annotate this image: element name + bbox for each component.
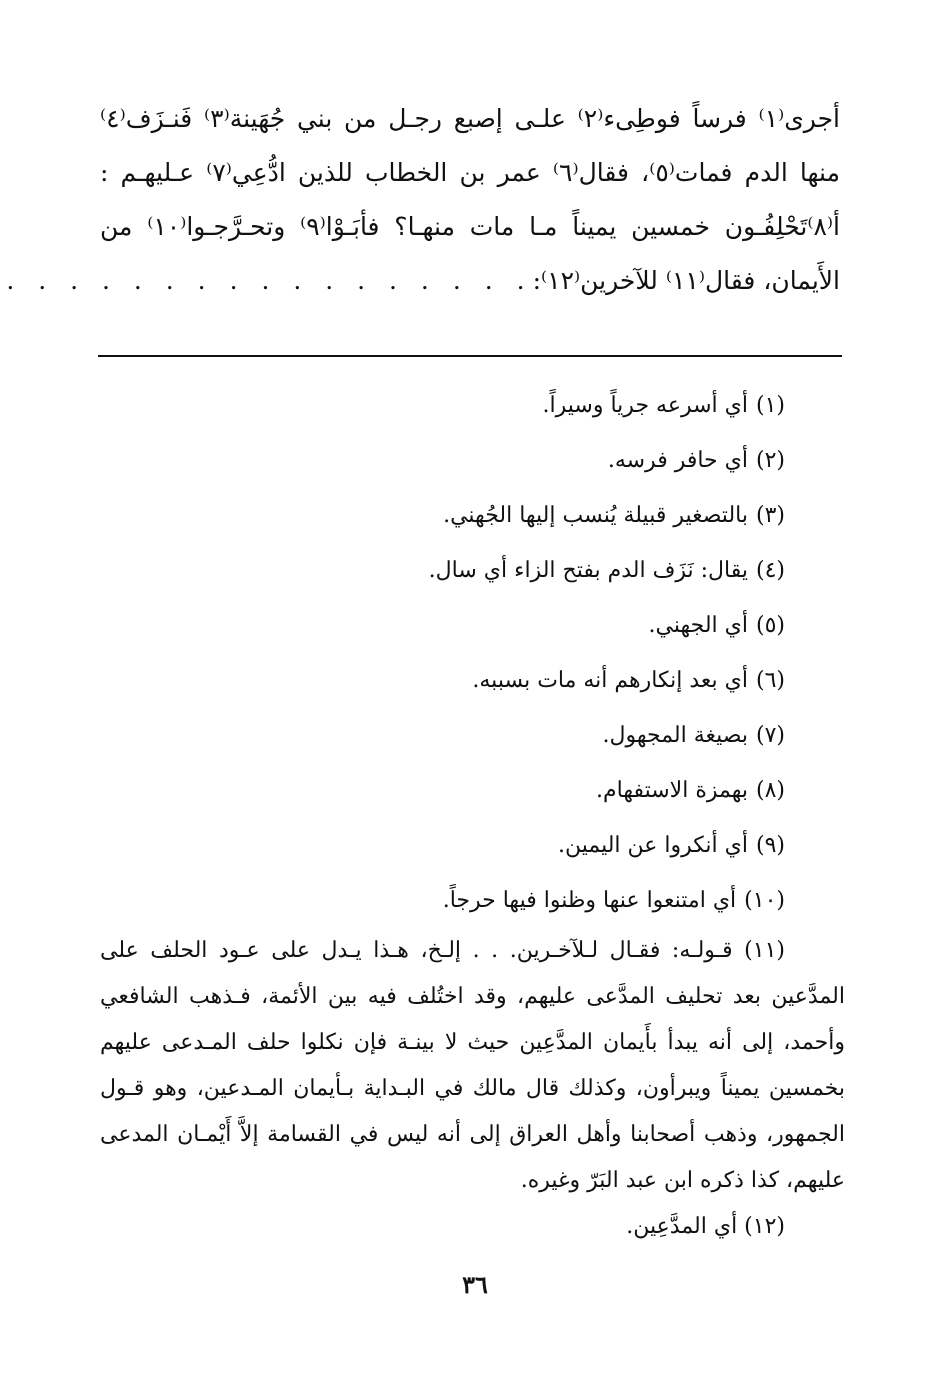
footnote-number: (٣) xyxy=(755,503,785,528)
footnote-text: أي بعد إنكارهم أنه مات بسببه. xyxy=(472,668,748,693)
footnote-number: (٧) xyxy=(755,723,785,748)
footnote-text: أي حافر فرسه. xyxy=(607,448,748,473)
footnote-item xyxy=(100,818,785,873)
footnote-item xyxy=(100,378,785,433)
main-text-line: الأَيمان، فقال⁽١١⁾ للآخرين⁽١٢⁾: xyxy=(532,266,840,295)
footnote-11-line: وأحمد، إلى أنه يبدأ بأَيمان المدَّعِين حيث لا بينـة فإن نكلوا حلف المـدعى عليهم xyxy=(100,1030,845,1055)
main-text-line: منها الدم فمات⁽٥⁾، فقال⁽٦⁾ عمر بن الخطاب للذين ادُّعِي⁽٧⁾ عـليهـم : xyxy=(100,158,840,187)
footnote-item xyxy=(100,488,785,543)
footnote-text: أي امتنعوا عنها وظنوا فيها حرجاً. xyxy=(442,888,737,913)
footnote-number: (١٠) xyxy=(744,888,785,913)
footnote-item xyxy=(100,873,785,928)
footnote-text: أي أسرعه جرياً وسيراً. xyxy=(542,393,748,418)
footnote-item xyxy=(100,598,785,653)
footnotes-list xyxy=(100,378,785,928)
footnote-separator-rule xyxy=(98,355,842,357)
footnote-number: (٩) xyxy=(755,833,785,858)
footnote-text: بهمزة الاستفهام. xyxy=(596,778,748,803)
footnote-text: بصيغة المجهول. xyxy=(602,723,748,748)
footnote-item xyxy=(100,763,785,818)
footnote-text: أي الجهني. xyxy=(648,613,748,638)
footnote-number: (٦) xyxy=(755,668,785,693)
trailing-dots: . . . . . . . . . . . . . . . . . xyxy=(6,266,533,295)
main-text-last-line xyxy=(6,254,840,308)
footnote-item xyxy=(100,708,785,763)
footnote-text: يقال: نَزَف الدم بفتح الزاء أي سال. xyxy=(428,558,748,583)
footnote-item xyxy=(100,653,785,708)
main-text-block xyxy=(6,92,840,308)
footnote-number: (٨) xyxy=(755,778,785,803)
main-text-line: أ⁽٨⁾تَحْلِفُـون خمسين يميناً مـا مات منهـا؟ فأبَـوْا⁽٩⁾ وتحـرَّجـوا⁽١٠⁾ من xyxy=(100,212,840,241)
footnote-11-line: الجمهور، وذهب أصحابنا وأهل العراق إلى أنه ليس في القسامة إلاَّ أَيْمـان المدعى xyxy=(100,1122,845,1147)
footnote-11-line: (١١) قـولـه: فقـال لـلآخـرين. . . إلـخ، هـذا يـدل على عـود الحلف على xyxy=(100,938,785,963)
footnote-11-line: المدَّعين بعد تحليف المدَّعى عليهم، وقد اختُلف فيه بين الأئمة، فـذهب الشافعي xyxy=(100,984,845,1009)
footnote-text: بالتصغير قبيلة يُنسب إليها الجُهني. xyxy=(443,503,748,528)
footnote-number: (٢) xyxy=(755,448,785,473)
footnote-11-line: عليهم، كذا ذكره ابن عبد البَرّ وغيره. xyxy=(520,1168,845,1193)
footnote-number: (٤) xyxy=(755,558,785,583)
footnote-12: (١٢) أي المدَّعِين. xyxy=(626,1214,785,1239)
page-number: ٣٦ xyxy=(462,1270,488,1299)
footnote-item xyxy=(100,433,785,488)
footnote-item xyxy=(100,543,785,598)
main-text-line: أجرى⁽١⁾ فرساً فوطِىء⁽٢⁾ علـى إصبع رجـل من بني جُهَينة⁽٣⁾ فَنـزَف⁽٤⁾ xyxy=(100,104,840,133)
footnote-11-block xyxy=(100,928,845,1204)
footnote-text: أي أنكروا عن اليمين. xyxy=(557,833,748,858)
footnote-11-line: بخمسين يميناً ويبرأون، وكذلك قال مالك في البـداية بـأيمان المـدعين، وهو قـول xyxy=(100,1076,845,1101)
footnote-number: (١) xyxy=(755,393,785,418)
footnote-number: (٥) xyxy=(755,613,785,638)
